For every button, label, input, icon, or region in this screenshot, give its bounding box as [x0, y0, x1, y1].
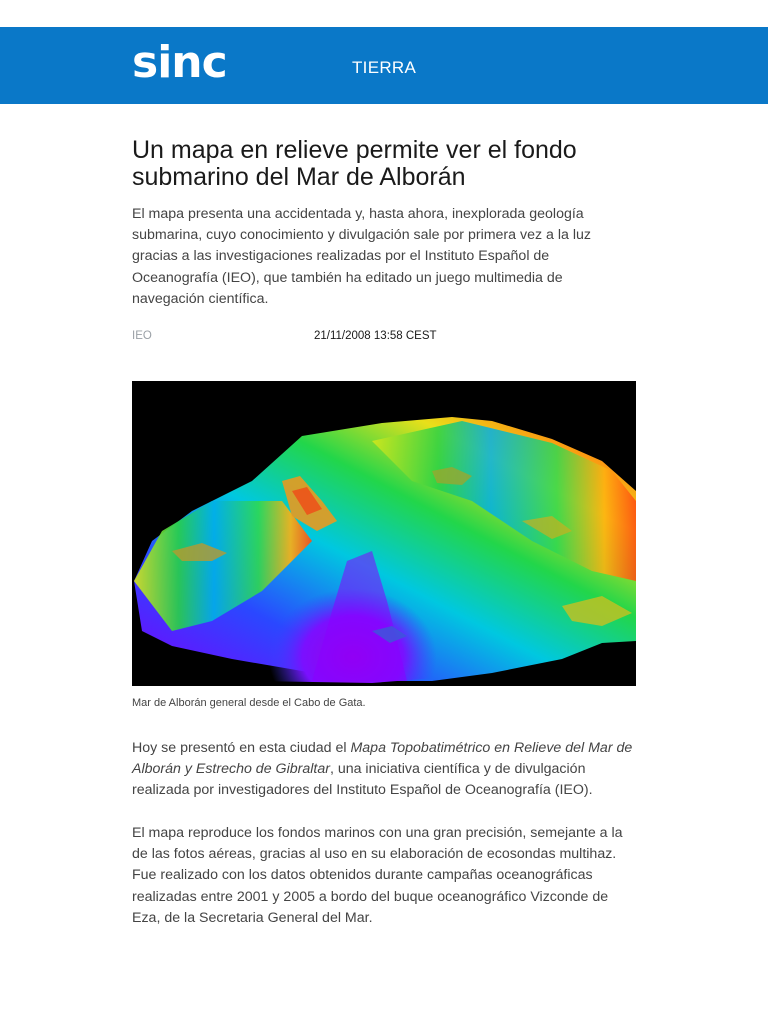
- article-lead: El mapa presenta una accidentada y, hasta ahora, inexplorada geología submarina, cuyo conocimiento y divulgación sale por primera vez a la luz gracias a las investigaciones realizadas por el Instituto Español de Oceanografía (IEO), que también ha editado un juego multimedia de navegación científica.: [132, 206, 591, 307]
- map-title-italic: Mapa Topobatimétrico en Relieve del Mar de Alborán y Estrecho de Gibraltar: [132, 740, 633, 778]
- p1-text-after: , una iniciativa científica y de divulgación realizada por investigadores del Instituto Español de Oceanografía (IEO).: [132, 761, 593, 799]
- body-paragraph-2: El mapa reproduce los fondos marinos con una gran precisión, semejante a la de las fotos aéreas, gracias al uso en su elaboración de ecosondas multihaz. Fue realizado con los datos obtenidos durante campañas oceanográficas realizadas entre 2001 y 2005 a bordo del buque oceanográfico Vizconde de Eza, de la Secretaria General del Mar.: [132, 825, 623, 926]
- p1-text-before: Hoy se presentó en esta ciudad el: [132, 740, 351, 756]
- article-image: [132, 381, 636, 686]
- article-date: 21/11/2008 13:58 CEST: [314, 330, 437, 342]
- bathymetry-relief-image: [132, 381, 636, 686]
- article-source: IEO: [132, 330, 152, 342]
- image-caption: Mar de Alborán general desde el Cabo de Gata.: [132, 697, 366, 709]
- body-paragraph-1: [132, 738, 636, 802]
- article-title: Un mapa en relieve permite ver el fondo submarino del Mar de Alborán: [132, 136, 577, 191]
- sinc-logo[interactable]: sinc: [132, 37, 227, 88]
- section-link-tierra[interactable]: TIERRA: [352, 58, 417, 77]
